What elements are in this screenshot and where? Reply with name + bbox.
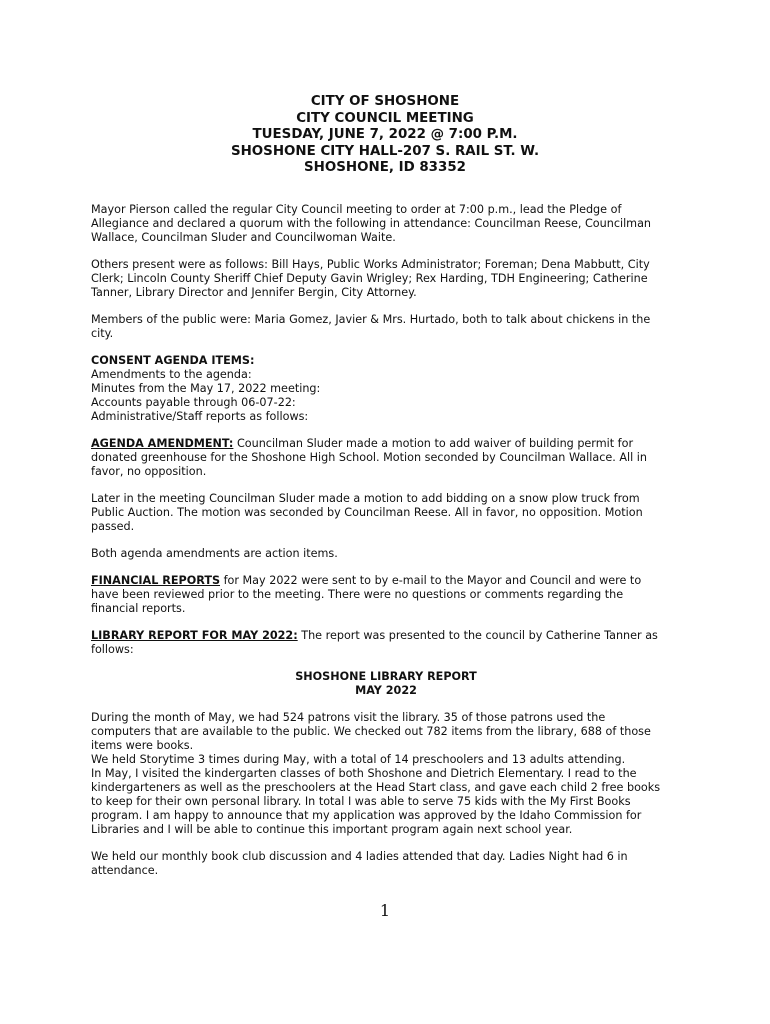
text-run: Councilman Sluder made a motion to add waiver of building permit for: [233, 437, 634, 450]
consent-item: Amendments to the agenda:: [91, 368, 252, 381]
text-run: for May 2022 were sent to by e-mail to the Mayor and Council and were to: [220, 574, 642, 587]
text-line: We held our monthly book club discussion and 4 ladies attended that day. Ladies Night had 6 in: [91, 850, 628, 863]
header-line: TUESDAY, JUNE 7, 2022 @ 7:00 P.M.: [252, 127, 518, 142]
text-line: donated greenhouse for the Shoshone High School. Motion seconded by Councilman Wallace. All in: [91, 451, 647, 464]
text-line: [91, 574, 681, 588]
header-line: CITY COUNCIL MEETING: [296, 110, 474, 126]
library-report-paragraph: [91, 629, 681, 657]
text-line: favor, no opposition.: [91, 465, 207, 478]
header-line: CITY OF SHOSHONE: [310, 94, 460, 109]
consent-item: Minutes from the May 17, 2022 meeting:: [91, 382, 321, 395]
public-members-paragraph: [91, 313, 681, 341]
page-number: 1: [379, 901, 391, 920]
text-line: Mayor Pierson called the regular City Council meeting to order at 7:00 p.m., lead the Pledge of: [91, 203, 622, 216]
agenda-amendment-paragraph: [91, 437, 681, 479]
text-line: Libraries and I will be able to continue this important program again next school year.: [91, 823, 573, 836]
document-body: [91, 203, 681, 891]
financial-reports-paragraph: [91, 574, 681, 616]
agenda-amendment-label: AGENDA AMENDMENT:: [91, 437, 234, 450]
library-report-title: [91, 670, 681, 698]
header-line: SHOSHONE, ID 83352: [304, 160, 466, 175]
text-line: Members of the public were: Maria Gomez, Javier & Mrs. Hurtado, both to talk about chickens in the: [91, 313, 651, 326]
consent-item: Accounts payable through 06-07-22:: [91, 396, 296, 409]
consent-agenda-section: [91, 354, 681, 424]
text-line: kindergarteners as well as the preschoolers at the Head Start class, and gave each child 2 free books: [91, 781, 661, 794]
others-present-paragraph: [91, 258, 681, 300]
book-club-paragraph: [91, 850, 681, 878]
meeting-header: [0, 94, 770, 177]
text-line: items were books.: [91, 739, 194, 752]
text-line: program. I am happy to announce that my application was approved by the Idaho Commission for: [91, 809, 642, 822]
text-line: In May, I visited the kindergarten classes of both Shoshone and Dietrich Elementary. I read to the: [91, 767, 637, 780]
text-line: Others present were as follows: Bill Hays, Public Works Administrator; Foreman; Dena Mabbutt, City: [91, 258, 650, 271]
text-line: follows:: [91, 643, 134, 656]
text-line: have been reviewed prior to the meeting. There were no questions or comments regarding the: [91, 588, 624, 601]
consent-agenda-heading: CONSENT AGENDA ITEMS:: [91, 354, 255, 367]
text-line: Later in the meeting Councilman Sluder made a motion to add bidding on a snow plow truck from: [91, 492, 640, 505]
text-line: We held Storytime 3 times during May, with a total of 14 preschoolers and 13 adults attending.: [91, 753, 626, 766]
text-line: to keep for their own personal library. In total I was able to serve 75 kids with the My First Books: [91, 795, 631, 808]
text-line: passed.: [91, 520, 135, 533]
text-line: attendance.: [91, 864, 159, 877]
text-line: computers that are available to the public. We checked out 782 items from the library, 688 of those: [91, 725, 651, 738]
text-line: Both agenda amendments are action items.: [91, 547, 338, 560]
text-run: The report was presented to the council by Catherine Tanner as: [297, 629, 658, 642]
call-to-order-paragraph: [91, 203, 681, 245]
text-line: [91, 629, 681, 643]
text-line: Wallace, Councilman Sluder and Councilwoman Waite.: [91, 231, 396, 244]
text-line: Clerk; Lincoln County Sheriff Chief Deputy Gavin Wrigley; Rex Harding, TDH Engineering; Catherine: [91, 272, 648, 285]
action-items-paragraph: [91, 547, 681, 561]
text-line: city.: [91, 327, 114, 340]
text-line: Public Auction. The motion was seconded by Councilman Reese. All in favor, no opposition. Motion: [91, 506, 643, 519]
consent-item: Administrative/Staff reports as follows:: [91, 410, 309, 423]
text-line: During the month of May, we had 524 patrons visit the library. 35 of those patrons used the: [91, 711, 606, 724]
title-line: SHOSHONE LIBRARY REPORT: [295, 670, 477, 683]
title-line: MAY 2022: [355, 684, 417, 697]
financial-reports-label: FINANCIAL REPORTS: [91, 574, 221, 587]
library-report-label: LIBRARY REPORT FOR MAY 2022:: [91, 629, 298, 642]
text-line: [91, 437, 681, 451]
text-line: Allegiance and declared a quorum with the following in attendance: Councilman Reese, Councilman: [91, 217, 652, 230]
text-line: financial reports.: [91, 602, 186, 615]
library-activity-paragraph: [91, 711, 681, 837]
snow-plow-paragraph: [91, 492, 681, 534]
text-line: Tanner, Library Director and Jennifer Bergin, City Attorney.: [91, 286, 417, 299]
header-line: SHOSHONE CITY HALL-207 S. RAIL ST. W.: [230, 143, 540, 159]
